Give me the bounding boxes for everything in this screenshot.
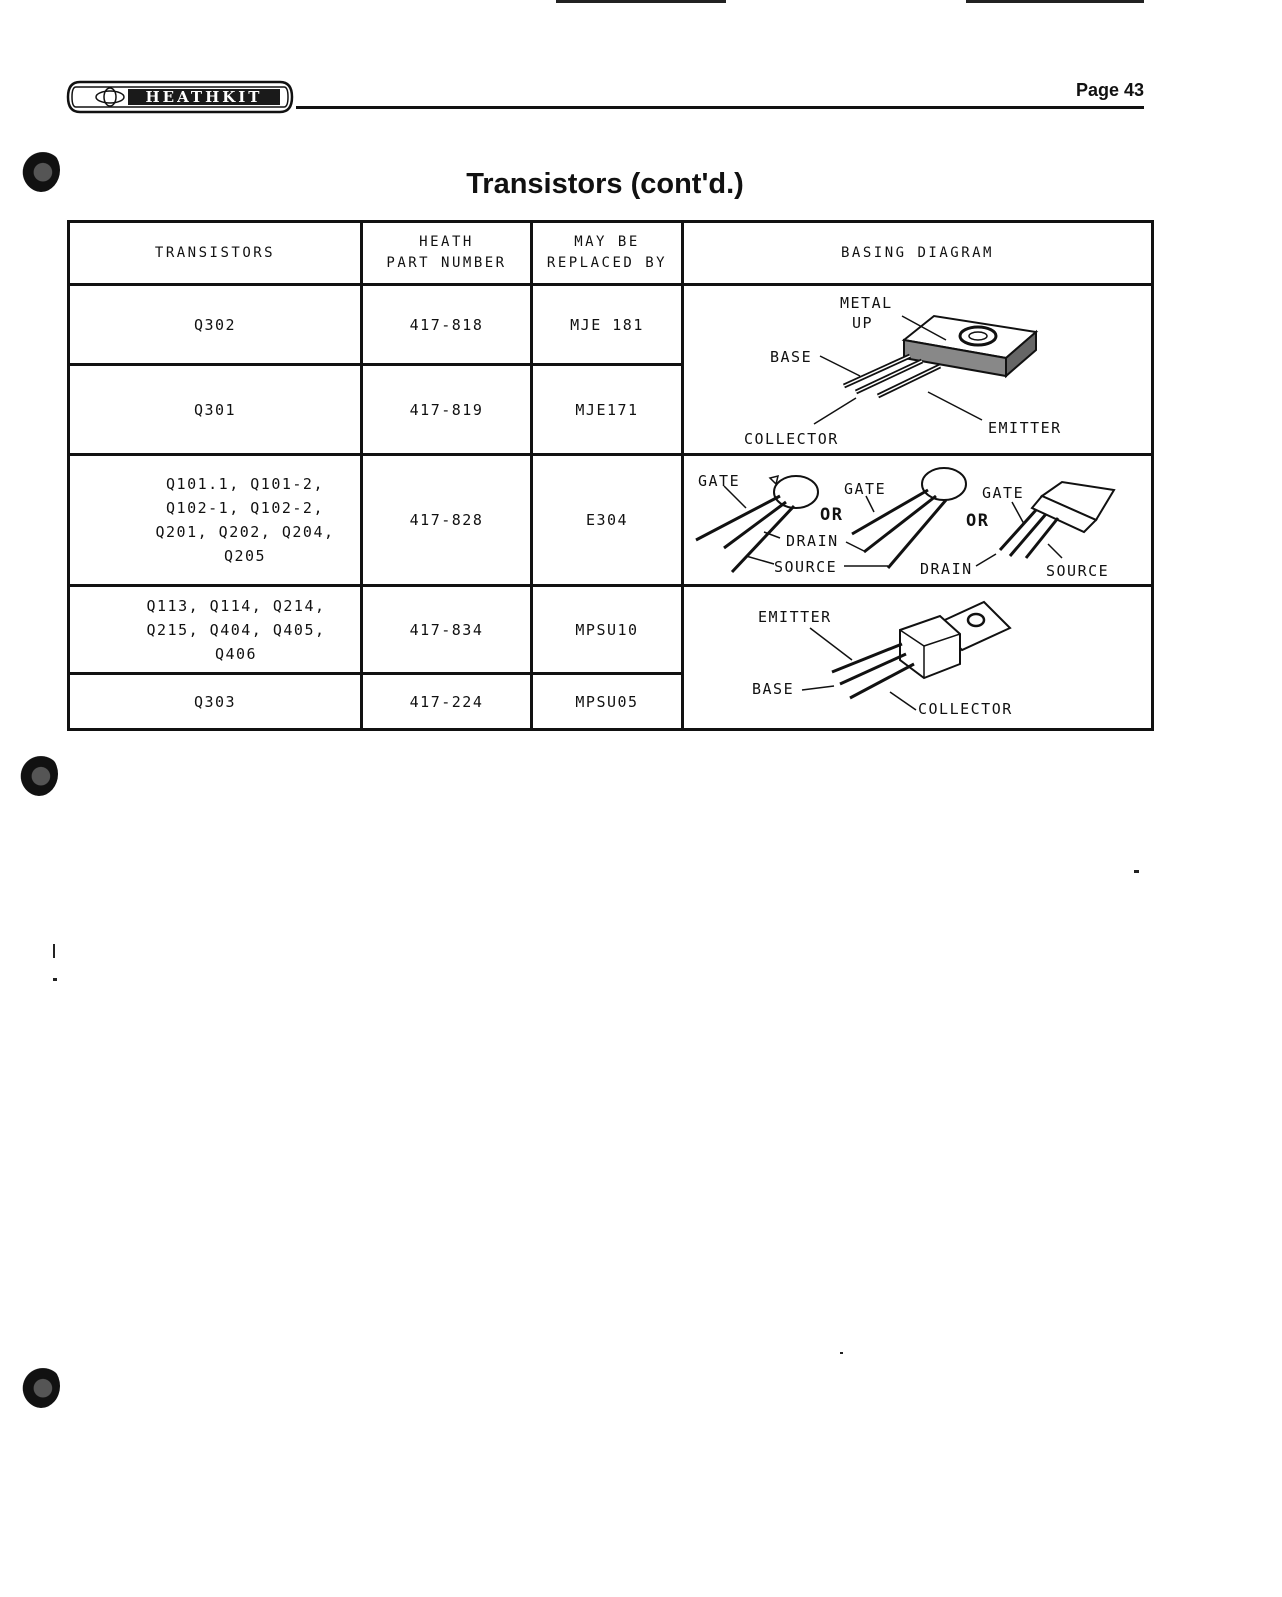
power-transistor-drawing [684, 288, 1126, 452]
header-part-line1: HEATH [419, 234, 474, 250]
label-gate-2: GATE [844, 480, 887, 498]
header-part-line2: PART NUMBER [386, 255, 507, 271]
header-basing-diagram: BASING DIAGRAM [683, 222, 1153, 285]
header-repl-line1: MAY BE [574, 234, 640, 250]
header-replaced-by [532, 222, 683, 285]
cell-transistors [69, 586, 362, 674]
label-base: BASE [770, 347, 813, 366]
label-metal: METAL [840, 293, 893, 312]
transistor-line: Q215, Q404, Q405, [146, 620, 326, 639]
header-transistors: TRANSISTORS [69, 222, 362, 285]
cell-part-number: 417-818 [362, 285, 532, 365]
label-or-1: OR [820, 505, 844, 525]
transistor-line: Q113, Q114, Q214, [146, 596, 326, 615]
table-header-row [69, 222, 1153, 285]
cell-replacement: MPSU10 [532, 586, 683, 674]
label-collector: COLLECTOR [918, 699, 1013, 718]
page-number: Page 43 [1075, 80, 1144, 100]
transistor-line: Q406 [214, 644, 258, 663]
transistor-line: Q101.1, Q101-2, [166, 475, 324, 493]
cell-part-number: 417-828 [362, 455, 532, 586]
table-row [69, 586, 1153, 674]
label-emitter: EMITTER [988, 418, 1062, 437]
cell-part-number: 417-819 [362, 365, 532, 455]
header-rule [296, 106, 1144, 109]
scan-speck [840, 1352, 843, 1354]
header-repl-line2: REPLACED BY [546, 255, 668, 271]
header-part-number [362, 222, 532, 285]
mpsu-transistor-drawing [684, 588, 1126, 728]
cell-transistors [69, 455, 362, 586]
label-or-2: OR [966, 511, 990, 531]
table-row [69, 285, 1153, 365]
top-scan-rule-left [556, 0, 726, 3]
transistor-line: Q205 [223, 547, 267, 565]
cell-part-number: 417-224 [362, 674, 532, 730]
label-collector: COLLECTOR [744, 429, 839, 448]
label-drain-1: DRAIN [786, 532, 839, 550]
basing-diagram-power-tab [683, 285, 1153, 455]
cell-replacement: MJE 181 [532, 285, 683, 365]
table-row [69, 455, 1153, 586]
fet-drawing [684, 456, 1126, 584]
cell-transistors: Q302 [69, 285, 362, 365]
label-source-1: SOURCE [774, 558, 838, 576]
cell-part-number: 417-834 [362, 586, 532, 674]
label-up: UP [852, 313, 874, 332]
cell-transistors: Q301 [69, 365, 362, 455]
logo-brand-text: HEATHKIT [145, 88, 263, 106]
label-gate-3: GATE [982, 484, 1025, 502]
transistor-line: Q201, Q202, Q204, [155, 523, 335, 541]
transistor-table [67, 220, 1154, 731]
scan-speck [53, 978, 57, 981]
label-base: BASE [752, 679, 795, 698]
page-title: Transistors (cont'd.) [466, 168, 744, 200]
label-drain-2: DRAIN [920, 560, 973, 578]
transistor-line: Q102-1, Q102-2, [166, 499, 324, 517]
top-scan-rule-right [966, 0, 1144, 3]
heathkit-logo [66, 80, 294, 114]
cell-replacement: MJE171 [532, 365, 683, 455]
label-source-2: SOURCE [1046, 562, 1110, 580]
scan-speck [1134, 870, 1139, 873]
binder-hole-middle [20, 752, 58, 796]
binder-hole-bottom [22, 1364, 60, 1408]
cell-transistors: Q303 [69, 674, 362, 730]
cell-replacement: E304 [532, 455, 683, 586]
basing-diagram-mpsu [683, 586, 1153, 730]
label-emitter: EMITTER [758, 607, 832, 626]
cell-replacement: MPSU05 [532, 674, 683, 730]
label-gate-1: GATE [698, 472, 741, 490]
scan-speck [53, 944, 55, 958]
basing-diagram-fet [683, 455, 1153, 586]
